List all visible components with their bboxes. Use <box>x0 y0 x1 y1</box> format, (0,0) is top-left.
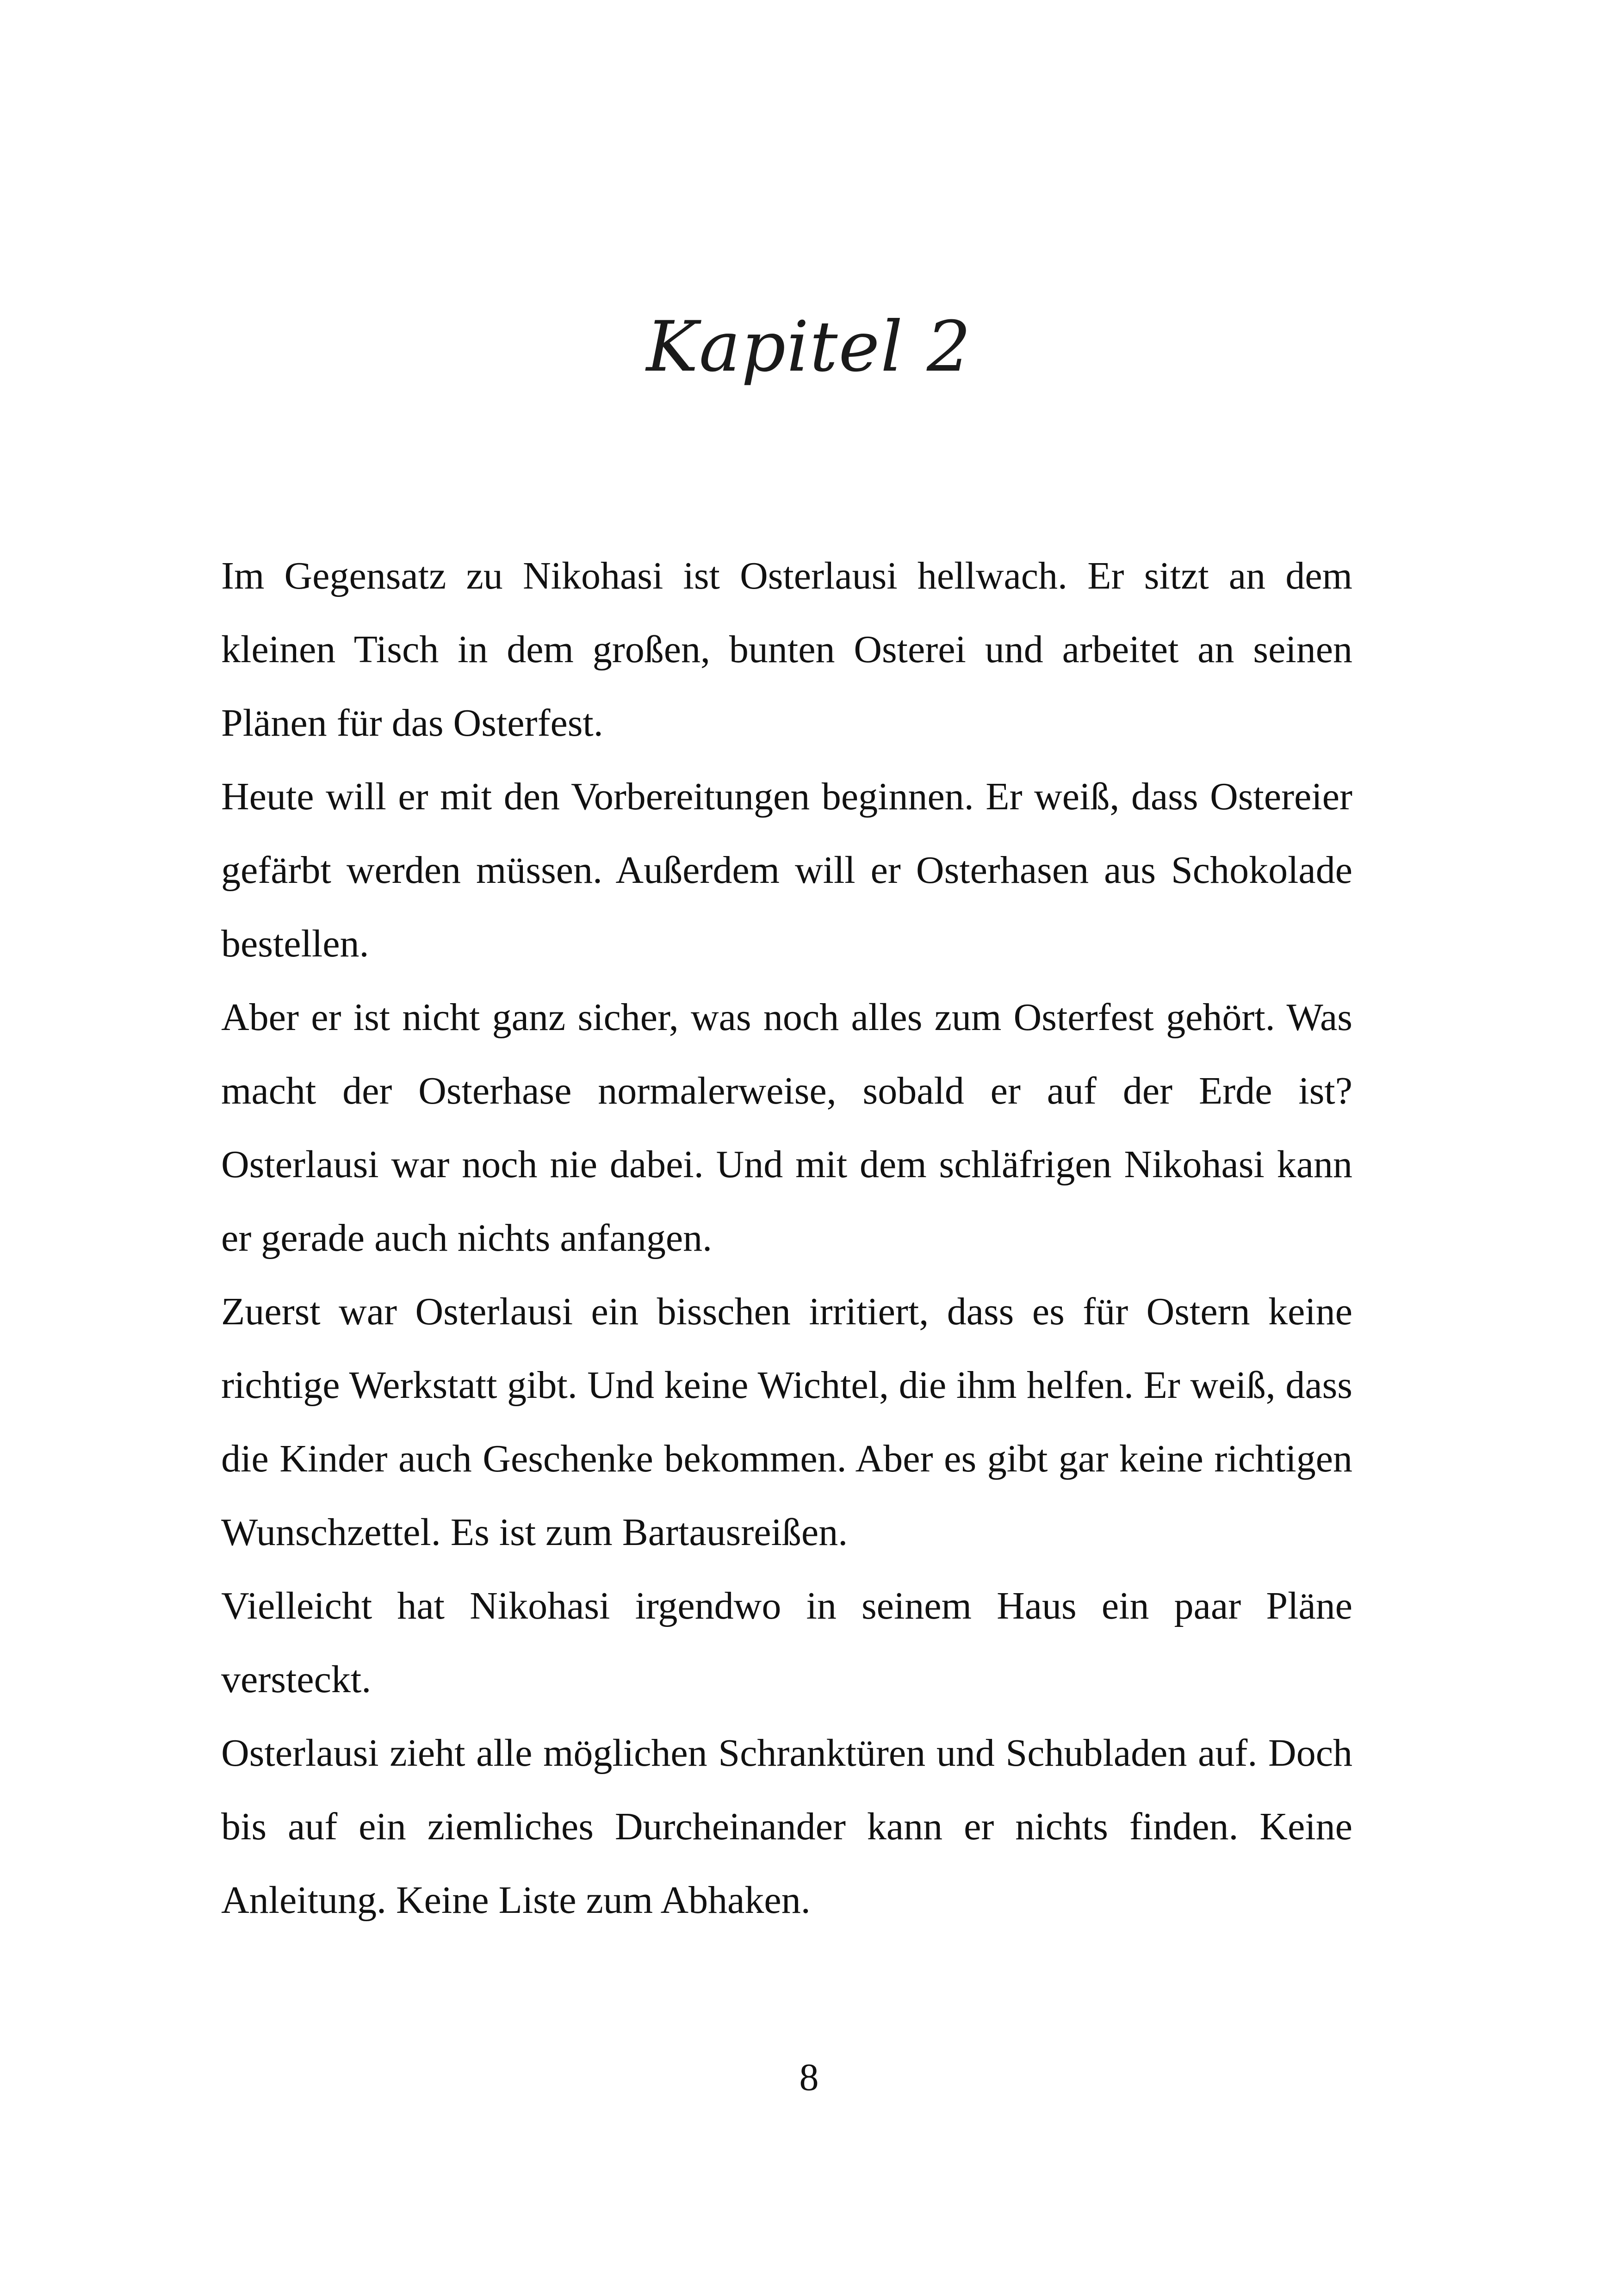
paragraph: Osterlausi zieht alle möglichen Schranktüren und Schubladen auf. Doch bis auf ein ziemliches Durcheinander kann er nichts finden. Keine Anleitung. Keine Liste zum Abhaken. <box>221 1731 1352 1922</box>
chapter-title: Kapitel 2 <box>646 307 972 387</box>
paragraph: Im Gegensatz zu Nikohasi ist Osterlausi hellwach. Er sitzt an dem kleinen Tisch in dem großen, bunten Osterei und arbeitet an seinen Plänen für das Osterfest. <box>221 554 1352 745</box>
page-number: 8 <box>799 2056 819 2099</box>
paragraph: Vielleicht hat Nikohasi irgendwo in seinem Haus ein paar Pläne versteckt. <box>221 1584 1352 1701</box>
chapter-body <box>221 539 1352 1937</box>
paragraph: Zuerst war Osterlausi ein bisschen irritiert, dass es für Ostern keine richtige Werkstatt gibt. Und keine Wichtel, die ihm helfen. Er weiß, dass die Kinder auch Geschenke bekommen. Aber es gibt gar keine richtigen Wunschzettel. Es ist zum Bartausreißen. <box>221 1290 1352 1554</box>
paragraph: Aber er ist nicht ganz sicher, was noch alles zum Osterfest gehört. Was macht der Osterhase normalerweise, sobald er auf der Erde ist? Osterlausi war noch nie dabei. Und mit dem schläfrigen Nikohasi kann er gerade auch nichts anfangen. <box>221 996 1352 1260</box>
paragraph: Heute will er mit den Vorbereitungen beginnen. Er weiß, dass Ostereier gefärbt werden müssen. Außerdem will er Osterhasen aus Schokolade bestellen. <box>221 775 1352 965</box>
